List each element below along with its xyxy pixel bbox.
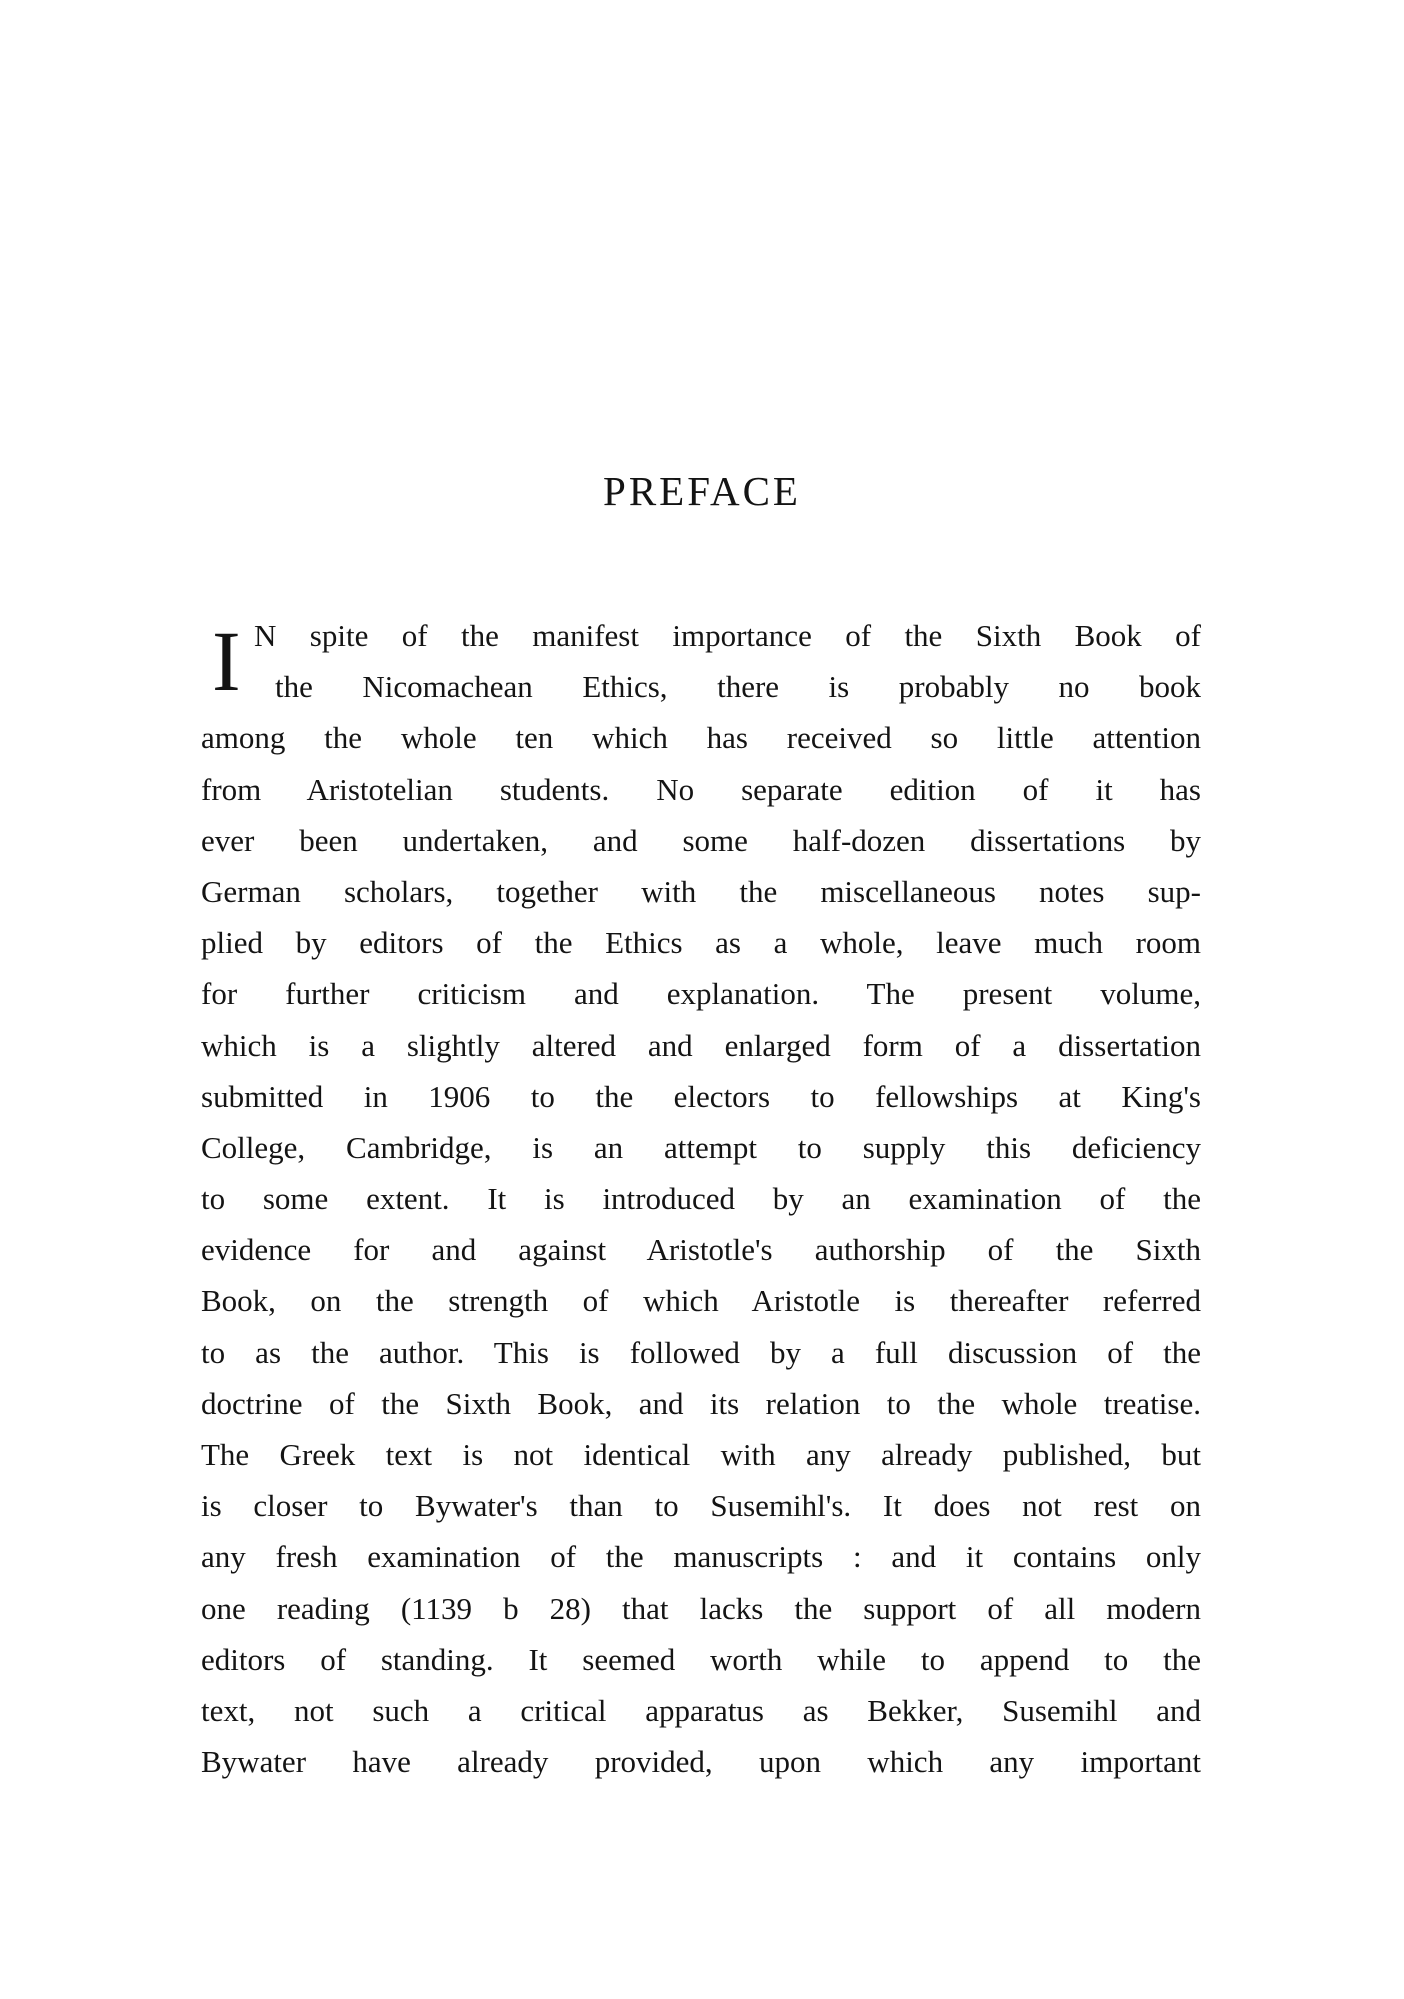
text-line: from Aristotelian students. No separate edition of it has (201, 771, 1201, 807)
text-line: the Nicomachean Ethics, there is probably no book (275, 669, 1201, 705)
text-line: The Greek text is not identical with any already published, but (201, 1437, 1201, 1472)
text-line: among the whole ten which has received so little attention (201, 720, 1201, 756)
text-line: German scholars, together with the miscellaneous notes sup- (201, 873, 1201, 909)
text-line: evidence for and against Aristotle's authorship of the Sixth (201, 1232, 1201, 1268)
drop-cap-letter: I (212, 613, 241, 709)
text-line: to as the author. This is followed by a full discussion of the (201, 1334, 1201, 1370)
text-line: Bywater have already provided, upon which any important (201, 1744, 1201, 1780)
text-line: doctrine of the Sixth Book, and its relation to the whole treatise. (201, 1385, 1201, 1421)
preface-paragraph (201, 610, 1201, 1787)
text-line: one reading (1139 b 28) that lacks the support of all modern (201, 1590, 1201, 1626)
text-line: N spite of the manifest importance of the Sixth Book of (254, 618, 1201, 653)
text-line: Book, on the strength of which Aristotle is thereafter referred (201, 1283, 1201, 1319)
text-line: plied by editors of the Ethics as a whole, leave much room (201, 925, 1201, 961)
text-line: is closer to Bywater's than to Susemihl's. It does not rest on (201, 1488, 1201, 1524)
text-line: to some extent. It is introduced by an examination of the (201, 1181, 1201, 1217)
text-line: submitted in 1906 to the electors to fellowships at King's (201, 1078, 1201, 1114)
text-line: ever been undertaken, and some half-dozen dissertations by (201, 822, 1201, 858)
text-line: editors of standing. It seemed worth while to append to the (201, 1641, 1201, 1677)
text-line: for further criticism and explanation. The present volume, (201, 976, 1201, 1012)
text-line: which is a slightly altered and enlarged form of a dissertation (201, 1027, 1201, 1063)
page-title: PREFACE (603, 468, 801, 514)
text-line: text, not such a critical apparatus as Bekker, Susemihl and (201, 1692, 1201, 1728)
text-line: College, Cambridge, is an attempt to supply this deficiency (201, 1129, 1201, 1165)
text-line: any fresh examination of the manuscripts : and it contains only (201, 1539, 1201, 1575)
